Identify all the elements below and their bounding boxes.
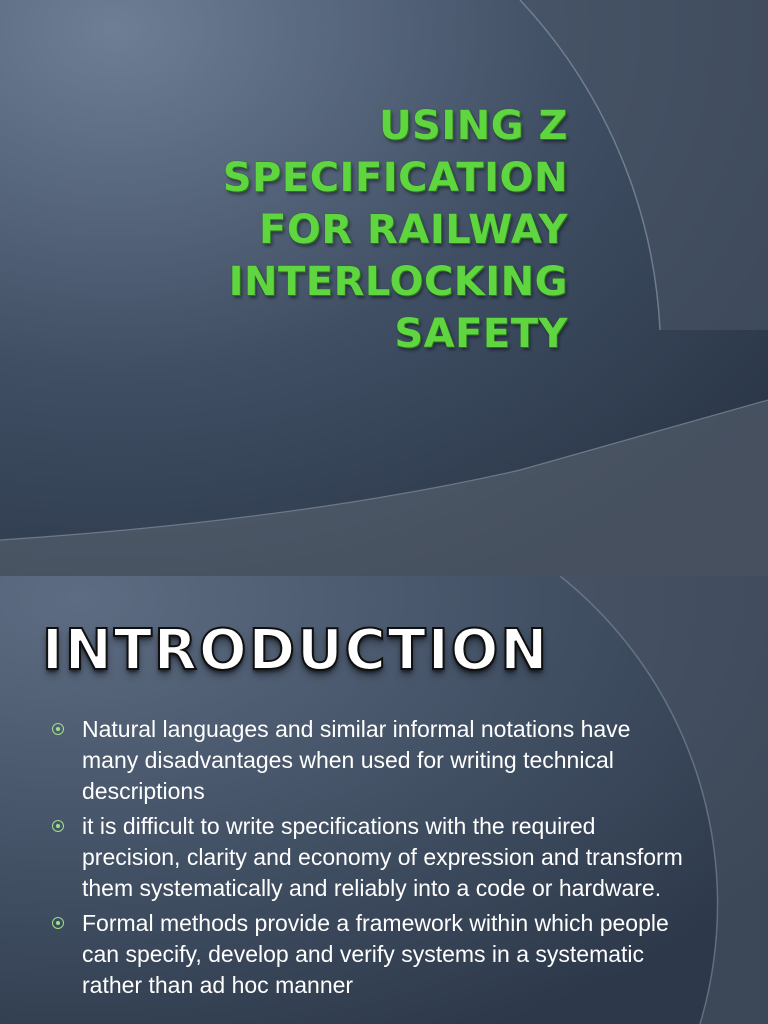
introduction-slide: [0, 576, 768, 1024]
bullet-text: Formal methods provide a framework within which people can specify, develop and verify systems in a systematic rather than ad hoc manner: [82, 910, 669, 998]
title-line: INTERLOCKING: [228, 259, 568, 305]
circle-dot-icon: [52, 723, 64, 735]
circle-dot-icon: [52, 917, 64, 929]
list-item: [50, 714, 690, 807]
presentation-title: [40, 100, 568, 360]
title-line: USING Z SPECIFICATION: [222, 103, 568, 201]
title-line: SAFETY: [394, 311, 568, 357]
bullet-text: Natural languages and similar informal notations have many disadvantages when used for writing technical descriptions: [82, 716, 631, 804]
list-item: [50, 811, 690, 904]
slide-heading: INTRODUCTION: [42, 618, 550, 683]
bullet-list: [50, 714, 690, 1005]
list-item: [50, 908, 690, 1001]
bullet-text: it is difficult to write specifications with the required precision, clarity and economy of expression and transform them systematically and reliably into a code or hardware.: [82, 813, 683, 901]
circle-dot-icon: [52, 820, 64, 832]
title-line: FOR RAILWAY: [259, 207, 568, 253]
